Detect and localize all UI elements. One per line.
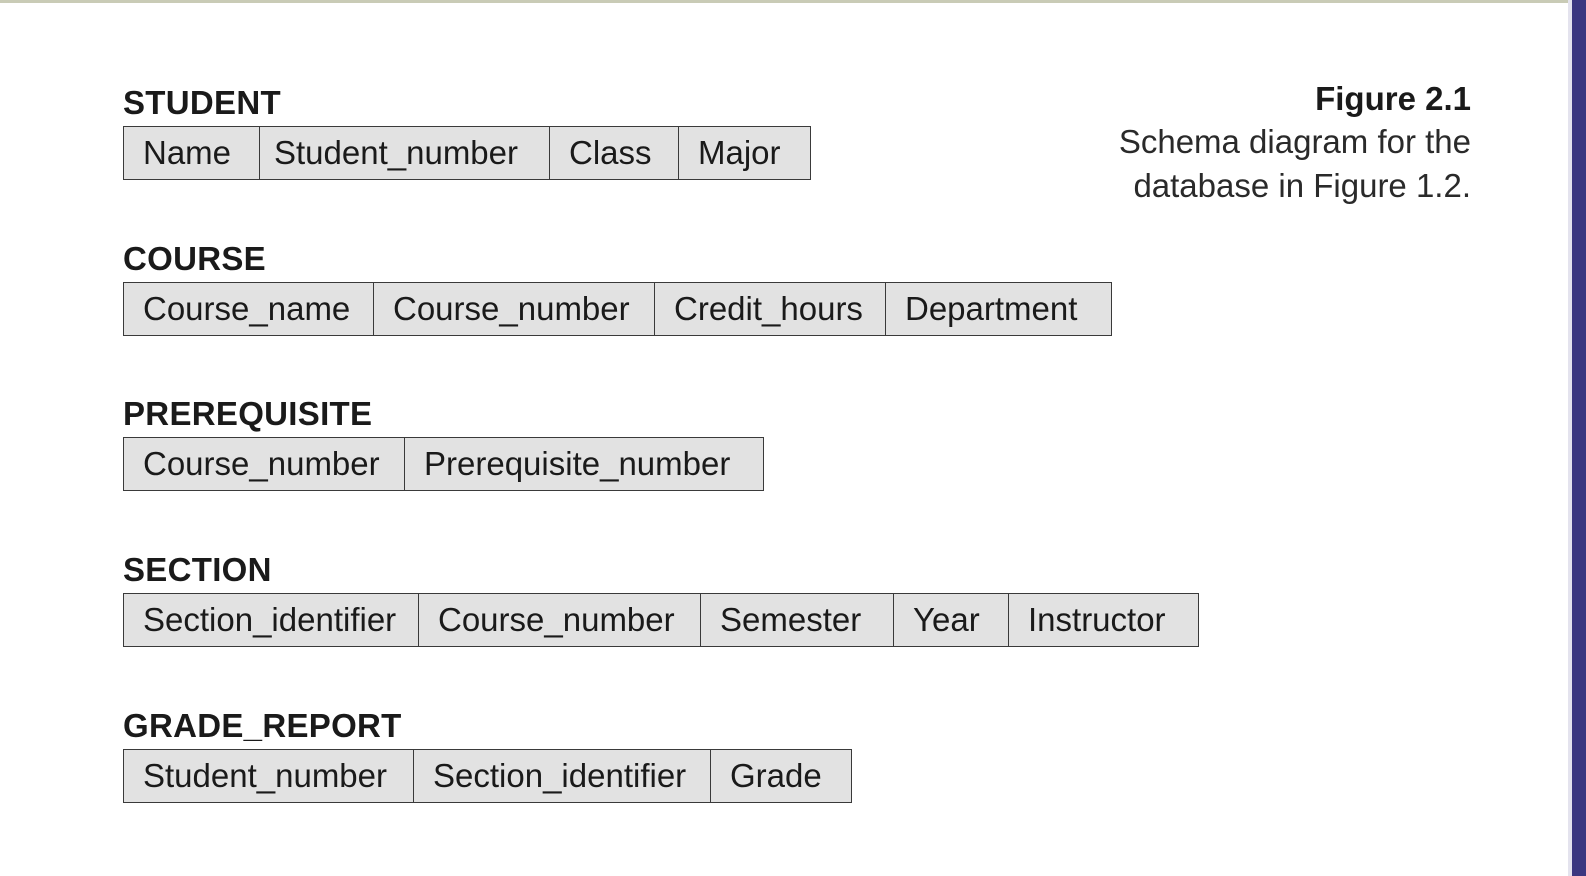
attribute-row [123,126,811,180]
figure-title: Figure 2.1 [1315,80,1471,117]
relation-name: STUDENT [123,84,281,121]
attribute-row [123,749,852,803]
attribute-cell: Section_identifier [414,750,711,802]
attribute-cell: Year [894,594,1009,646]
relation-name: GRADE_REPORT [123,707,402,744]
attribute-cell: Instructor [1028,601,1166,638]
attribute-cell: Name [124,127,260,179]
attribute-row [123,437,764,491]
figure-caption-text: Schema diagram for the database in Figure 1.2. [1118,123,1471,204]
relation-student [123,84,811,180]
attribute-cell: Major [698,134,781,171]
attribute-cell: Student_number [260,127,550,179]
attribute-cell: Course_number [374,283,655,335]
attribute-cell: Course_number [419,594,701,646]
relation-name: COURSE [123,240,266,277]
figure-caption [1091,78,1471,208]
attribute-cell: Prerequisite_number [424,445,731,482]
attribute-cell: Credit_hours [655,283,886,335]
attribute-cell: Course_name [124,283,374,335]
attribute-row [123,593,1199,647]
attribute-row [123,282,1112,336]
attribute-cell: Semester [701,594,894,646]
attribute-cell: Class [550,127,679,179]
attribute-cell: Course_number [124,438,405,490]
relation-name: PREREQUISITE [123,395,373,432]
attribute-cell: Student_number [124,750,414,802]
attribute-cell: Grade [730,757,822,794]
top-border [0,0,1586,3]
relation-prerequisite [123,395,764,491]
right-edge-bar [1572,0,1586,876]
relation-course [123,240,1112,336]
attribute-cell: Department [905,290,1078,327]
attribute-cell: Section_identifier [124,594,419,646]
relation-grade-report [123,707,852,803]
relation-name: SECTION [123,551,272,588]
relation-section [123,551,1199,647]
